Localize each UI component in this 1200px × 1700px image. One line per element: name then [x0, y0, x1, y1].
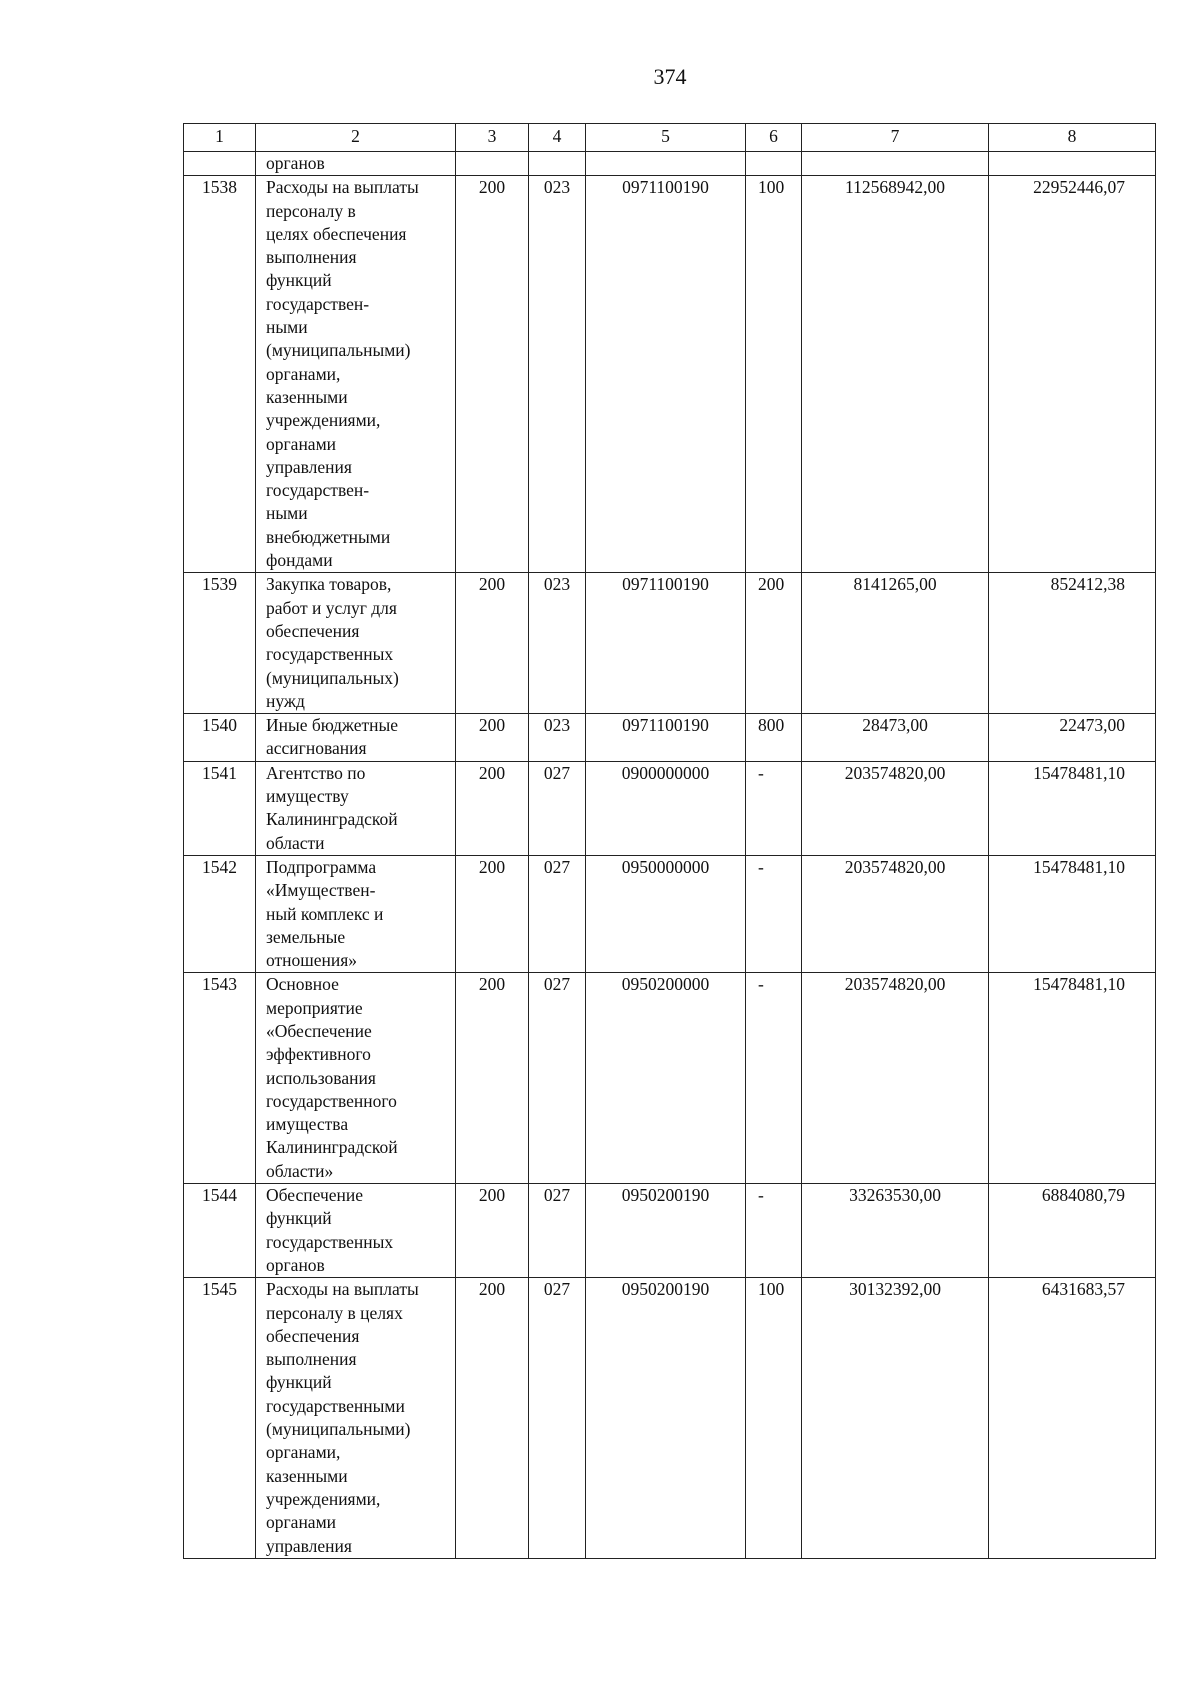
section-code-cell: 023 [529, 573, 586, 714]
ministry-code-cell: 200 [456, 973, 529, 1184]
approved-amount-cell: 33263530,00 [802, 1184, 989, 1278]
table-row [184, 761, 1156, 855]
target-article-cell: 0950200190 [586, 1184, 746, 1278]
column-header: 4 [529, 124, 586, 152]
description-cell: Иные бюджетные ассигнования [256, 714, 456, 762]
column-header: 2 [256, 124, 456, 152]
executed-amount-cell: 6431683,57 [989, 1278, 1156, 1559]
table-row [184, 714, 1156, 762]
executed-amount-cell [989, 152, 1156, 176]
section-code-cell: 027 [529, 1278, 586, 1559]
ministry-code-cell: 200 [456, 855, 529, 972]
executed-amount-cell: 852412,38 [989, 573, 1156, 714]
expense-type-cell: - [746, 1184, 802, 1278]
approved-amount-cell: 30132392,00 [802, 1278, 989, 1559]
section-code-cell: 023 [529, 714, 586, 762]
ministry-code-cell: 200 [456, 573, 529, 714]
row-number-cell: 1545 [184, 1278, 256, 1559]
description-cell: Расходы на выплаты персоналу в целях обеспечения выполнения функций государственными (муниципальными) органами, казенными учреждениями, органами управления [256, 1278, 456, 1559]
target-article-cell: 0950200190 [586, 1278, 746, 1559]
executed-amount-cell: 15478481,10 [989, 761, 1156, 855]
section-code-cell [529, 152, 586, 176]
description-cell: Агентство по имуществу Калининградской области [256, 761, 456, 855]
table-body [184, 124, 1156, 1559]
table-row [184, 176, 1156, 573]
approved-amount-cell: 112568942,00 [802, 176, 989, 573]
target-article-cell: 0950200000 [586, 973, 746, 1184]
executed-amount-cell: 6884080,79 [989, 1184, 1156, 1278]
expense-type-cell: - [746, 973, 802, 1184]
page-number: 374 [653, 64, 687, 89]
ministry-code-cell [456, 152, 529, 176]
column-header: 8 [989, 124, 1156, 152]
budget-table [183, 123, 1156, 1559]
executed-amount-cell: 22952446,07 [989, 176, 1156, 573]
approved-amount-cell: 203574820,00 [802, 761, 989, 855]
row-number-cell: 1538 [184, 176, 256, 573]
approved-amount-cell: 28473,00 [802, 714, 989, 762]
description-cell: Расходы на выплаты персоналу в целях обеспечения выполнения функций государствен- ными (муниципальными) органами, казенными учреждениями, органами управления государствен- ными внебюджетными фондами [256, 176, 456, 573]
target-article-cell [586, 152, 746, 176]
column-header: 1 [184, 124, 256, 152]
target-article-cell: 0900000000 [586, 761, 746, 855]
column-header: 3 [456, 124, 529, 152]
target-article-cell: 0971100190 [586, 714, 746, 762]
table-header-row [184, 124, 1156, 152]
row-number-cell: 1539 [184, 573, 256, 714]
expense-type-cell: 800 [746, 714, 802, 762]
table-row [184, 1184, 1156, 1278]
row-number-cell: 1543 [184, 973, 256, 1184]
table-row [184, 973, 1156, 1184]
approved-amount-cell [802, 152, 989, 176]
ministry-code-cell: 200 [456, 714, 529, 762]
table-row [184, 573, 1156, 714]
expense-type-cell: 100 [746, 1278, 802, 1559]
description-cell: Закупка товаров, работ и услуг для обеспечения государственных (муниципальных) нужд [256, 573, 456, 714]
column-header: 6 [746, 124, 802, 152]
section-code-cell: 027 [529, 855, 586, 972]
row-number-cell: 1542 [184, 855, 256, 972]
expense-type-cell: 100 [746, 176, 802, 573]
executed-amount-cell: 22473,00 [989, 714, 1156, 762]
row-number-cell [184, 152, 256, 176]
description-cell: органов [256, 152, 456, 176]
ministry-code-cell: 200 [456, 176, 529, 573]
description-cell: Обеспечение функций государственных органов [256, 1184, 456, 1278]
expense-type-cell [746, 152, 802, 176]
approved-amount-cell: 8141265,00 [802, 573, 989, 714]
row-number-cell: 1540 [184, 714, 256, 762]
target-article-cell: 0971100190 [586, 176, 746, 573]
ministry-code-cell: 200 [456, 1184, 529, 1278]
column-header: 7 [802, 124, 989, 152]
section-code-cell: 027 [529, 1184, 586, 1278]
expense-type-cell: - [746, 761, 802, 855]
approved-amount-cell: 203574820,00 [802, 973, 989, 1184]
section-code-cell: 027 [529, 761, 586, 855]
column-header: 5 [586, 124, 746, 152]
expense-type-cell: - [746, 855, 802, 972]
table-row [184, 1278, 1156, 1559]
row-number-cell: 1541 [184, 761, 256, 855]
row-number-cell: 1544 [184, 1184, 256, 1278]
section-code-cell: 023 [529, 176, 586, 573]
section-code-cell: 027 [529, 973, 586, 1184]
ministry-code-cell: 200 [456, 1278, 529, 1559]
table-row [184, 855, 1156, 972]
executed-amount-cell: 15478481,10 [989, 855, 1156, 972]
ministry-code-cell: 200 [456, 761, 529, 855]
target-article-cell: 0950000000 [586, 855, 746, 972]
target-article-cell: 0971100190 [586, 573, 746, 714]
executed-amount-cell: 15478481,10 [989, 973, 1156, 1184]
description-cell: Подпрограмма «Имуществен- ный комплекс и земельные отношения» [256, 855, 456, 972]
table-row [184, 152, 1156, 176]
approved-amount-cell: 203574820,00 [802, 855, 989, 972]
expense-type-cell: 200 [746, 573, 802, 714]
description-cell: Основное мероприятие «Обеспечение эффективного использования государственного имущества Калининградской области» [256, 973, 456, 1184]
